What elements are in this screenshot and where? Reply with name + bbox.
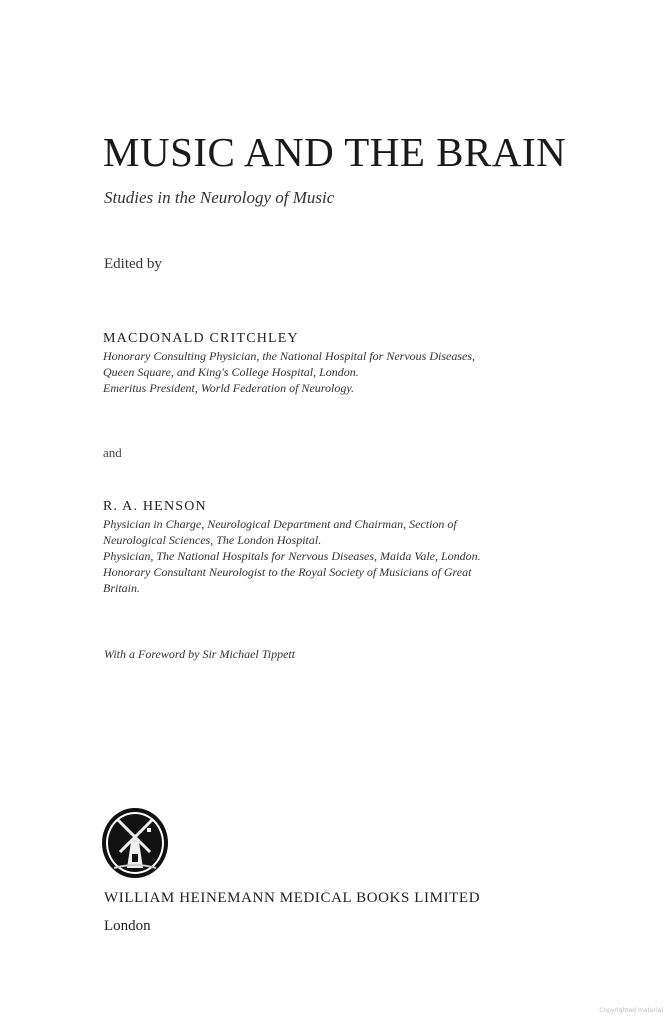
publisher-city: London [104,918,151,934]
foreword-credit: With a Foreword by Sir Michael Tippett [104,647,296,661]
editor-credential: Emeritus President, World Federation of Neurology. [103,381,354,395]
edited-by-label: Edited by [104,256,162,272]
editor-credential: Honorary Consultant Neurologist to the Royal Society of Musicians of Great [103,565,472,579]
editor-credential: Physician, The National Hospitals for Nervous Diseases, Maida Vale, London. [103,549,481,563]
editor-credential: Britain. [103,581,141,595]
copyright-watermark: Copyrighted material [599,1007,663,1014]
editor-name: MACDONALD CRITCHLEY [103,331,299,346]
book-title: MUSIC AND THE BRAIN [103,129,567,175]
heinemann-windmill-logo-icon [100,806,170,880]
editor-credential: Physician in Charge, Neurological Department and Chairman, Section of [103,517,457,531]
editor-block-critchley [103,330,475,396]
publisher-name: WILLIAM HEINEMANN MEDICAL BOOKS LIMITED [104,890,481,906]
and-conjunction: and [103,445,122,460]
editor-credential: Honorary Consulting Physician, the National Hospital for Nervous Diseases, [103,349,475,363]
editor-credential: Queen Square, and King's College Hospital, London. [103,365,359,379]
book-subtitle: Studies in the Neurology of Music [104,188,335,207]
editor-credential: Neurological Sciences, The London Hospital. [103,533,322,547]
editor-block-henson [103,498,481,596]
editor-name: R. A. HENSON [103,499,207,514]
